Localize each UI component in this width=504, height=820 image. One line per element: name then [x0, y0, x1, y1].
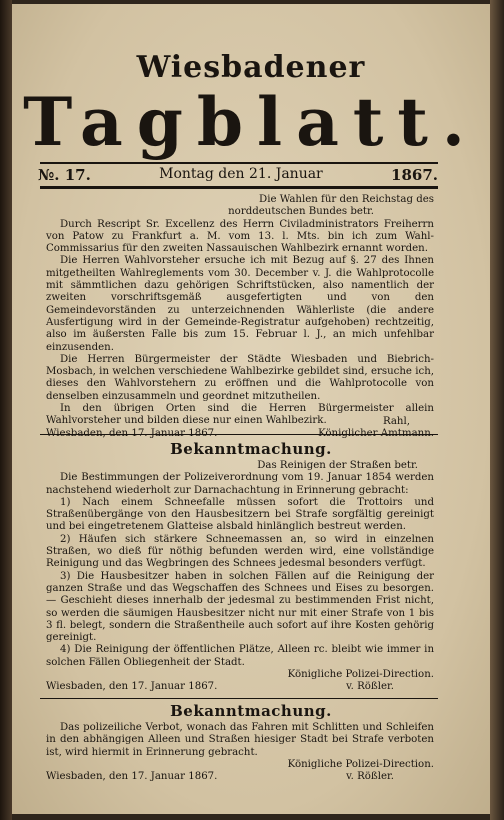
place-date: Wiesbaden, den 17. Januar 1867. — [46, 771, 218, 783]
section-rule — [40, 698, 438, 699]
paragraph: Die Herren Wahlvorsteher ersuche ich mit Bezug auf §. 27 des Ihnen mitgetheilten Wahlreglements vom 30. December v. J. die Wahlprotocolle mit sämmtlichen dazu gehörigen Schriftstücken, also namentlich der zweiten vorschriftsgemäß ausgefertigten und von den Gemeindevorständen zu unterzeichnenden Wählerliste (die andere Ausfertigung wird in der Gemeinde-Registratur aufgehoben) rechtzeitig, also im äußersten Falle bis zum 15. Februar l. J., an mich unfehlbar einzusenden. — [46, 255, 434, 353]
list-item: 4) Die Reinigung der öffentlichen Plätze, Alleen rc. bleibt wie immer in solchen Fällen Obliegenheit der Stadt. — [46, 644, 434, 668]
notice-title: Die Wahlen für den Reichstag des — [259, 194, 434, 205]
issue-year: 1867. — [391, 166, 438, 184]
page-edge — [490, 0, 504, 820]
list-item: 1) Nach einem Schneefalle müssen sofort die Trottoirs und Straßenübergänge von den Hausbesitzern bei Strafe sorgfältig gereinigt und bei eingetretenem Glatteise alsbald hinlänglich bestreut werden. — [46, 496, 434, 533]
signature: Rahl, — [382, 415, 410, 427]
signature: v. Rößler. — [346, 771, 394, 783]
issue-date: Montag den 21. Januar — [159, 166, 323, 182]
notice-street-cleaning — [46, 460, 434, 694]
section-rule — [40, 434, 438, 435]
notice-elections — [46, 194, 434, 440]
notice-footer — [46, 771, 434, 783]
paragraph: Durch Rescript Sr. Excellenz des Herrn Civiladministrators Freiherrn von Patow zu Frankfurt a. M. vom 13. l. Mts. bin ich zum Wahl-Commissarius für den zweiten Nassauischen Wahlbezirk ernannt worden. — [46, 218, 434, 255]
signature: v. Rößler. — [346, 681, 394, 693]
notice-sledding — [46, 722, 434, 783]
book-spine — [0, 0, 12, 820]
notice-subject: Das Reinigen der Straßen betr. — [257, 460, 418, 471]
paragraph: Die Herren Bürgermeister der Städte Wiesbaden und Biebrich-Mosbach, in welchen verschiedene Wahlbezirke gebildet sind, ersuche ich, dieses den Wahlvorstehern zu eröffnen und die Wahlprotocolle von denselben einzusammeln und geordnet mitzutheilen. — [46, 353, 434, 402]
place-date: Wiesbaden, den 17. Januar 1867. — [46, 681, 218, 693]
masthead-title: Tagblatt. — [23, 83, 479, 161]
paragraph: Das polizeiliche Verbot, wonach das Fahren mit Schlitten und Schleifen in den abhängigen Alleen und Straßen hiesiger Stadt bei Strafe verboten ist, wird hiermit in Erinnerung gebracht. — [46, 722, 434, 758]
dateline-rule — [40, 186, 438, 189]
section-heading: Bekanntmachung. — [170, 440, 332, 458]
notice-footer — [46, 681, 434, 693]
office: Königliche Polizei-Direction. — [287, 758, 434, 770]
issue-number: №. 17. — [38, 166, 91, 184]
notice-title-2: norddeutschen Bundes betr. — [228, 206, 374, 218]
section-heading: Bekanntmachung. — [170, 702, 332, 720]
paragraph: Die Bestimmungen der Polizeiverordnung vom 19. Januar 1854 werden nachstehend wiederholt zur Darnachachtung in Erinnerung gebracht: — [46, 472, 434, 496]
top-rule — [40, 162, 438, 164]
office: Königlicher Amtmann. — [318, 427, 434, 439]
office: Königliche Polizei-Direction. — [287, 669, 434, 681]
masthead-subtitle: Wiesbadener — [136, 50, 366, 85]
place-date: Wiesbaden, den 17. Januar 1867. — [46, 427, 218, 439]
list-item: 3) Die Hausbesitzer haben in solchen Fällen auf die Reinigung der ganzen Straße und das Wegschaffen des Schnees und Eises zu besorgen. — Geschieht dieses innerhalb der jedesmal zu bestimmenden Frist nicht, so werden die säumigen Hausbesitzer nicht nur mit einer Strafe von 1 bis 3 fl. belegt, sondern die Straßentheile auch sofort auf ihre Kosten gehörig gereinigt. — [46, 570, 434, 644]
newspaper-page — [12, 4, 490, 814]
list-item: 2) Häufen sich stärkere Schneemassen an, so wird in einzelnen Straßen, wo dieß für nöthig befunden werden wird, eine vollständige Reinigung und das Wegbringen des Schnees jedesmal besonders verfügt. — [46, 533, 434, 570]
paragraph: In den übrigen Orten sind die Herren Bürgermeister allein Wahlvorsteher und bilden diese nur einen Wahlbezirk. — [46, 403, 434, 427]
dateline — [38, 166, 438, 184]
